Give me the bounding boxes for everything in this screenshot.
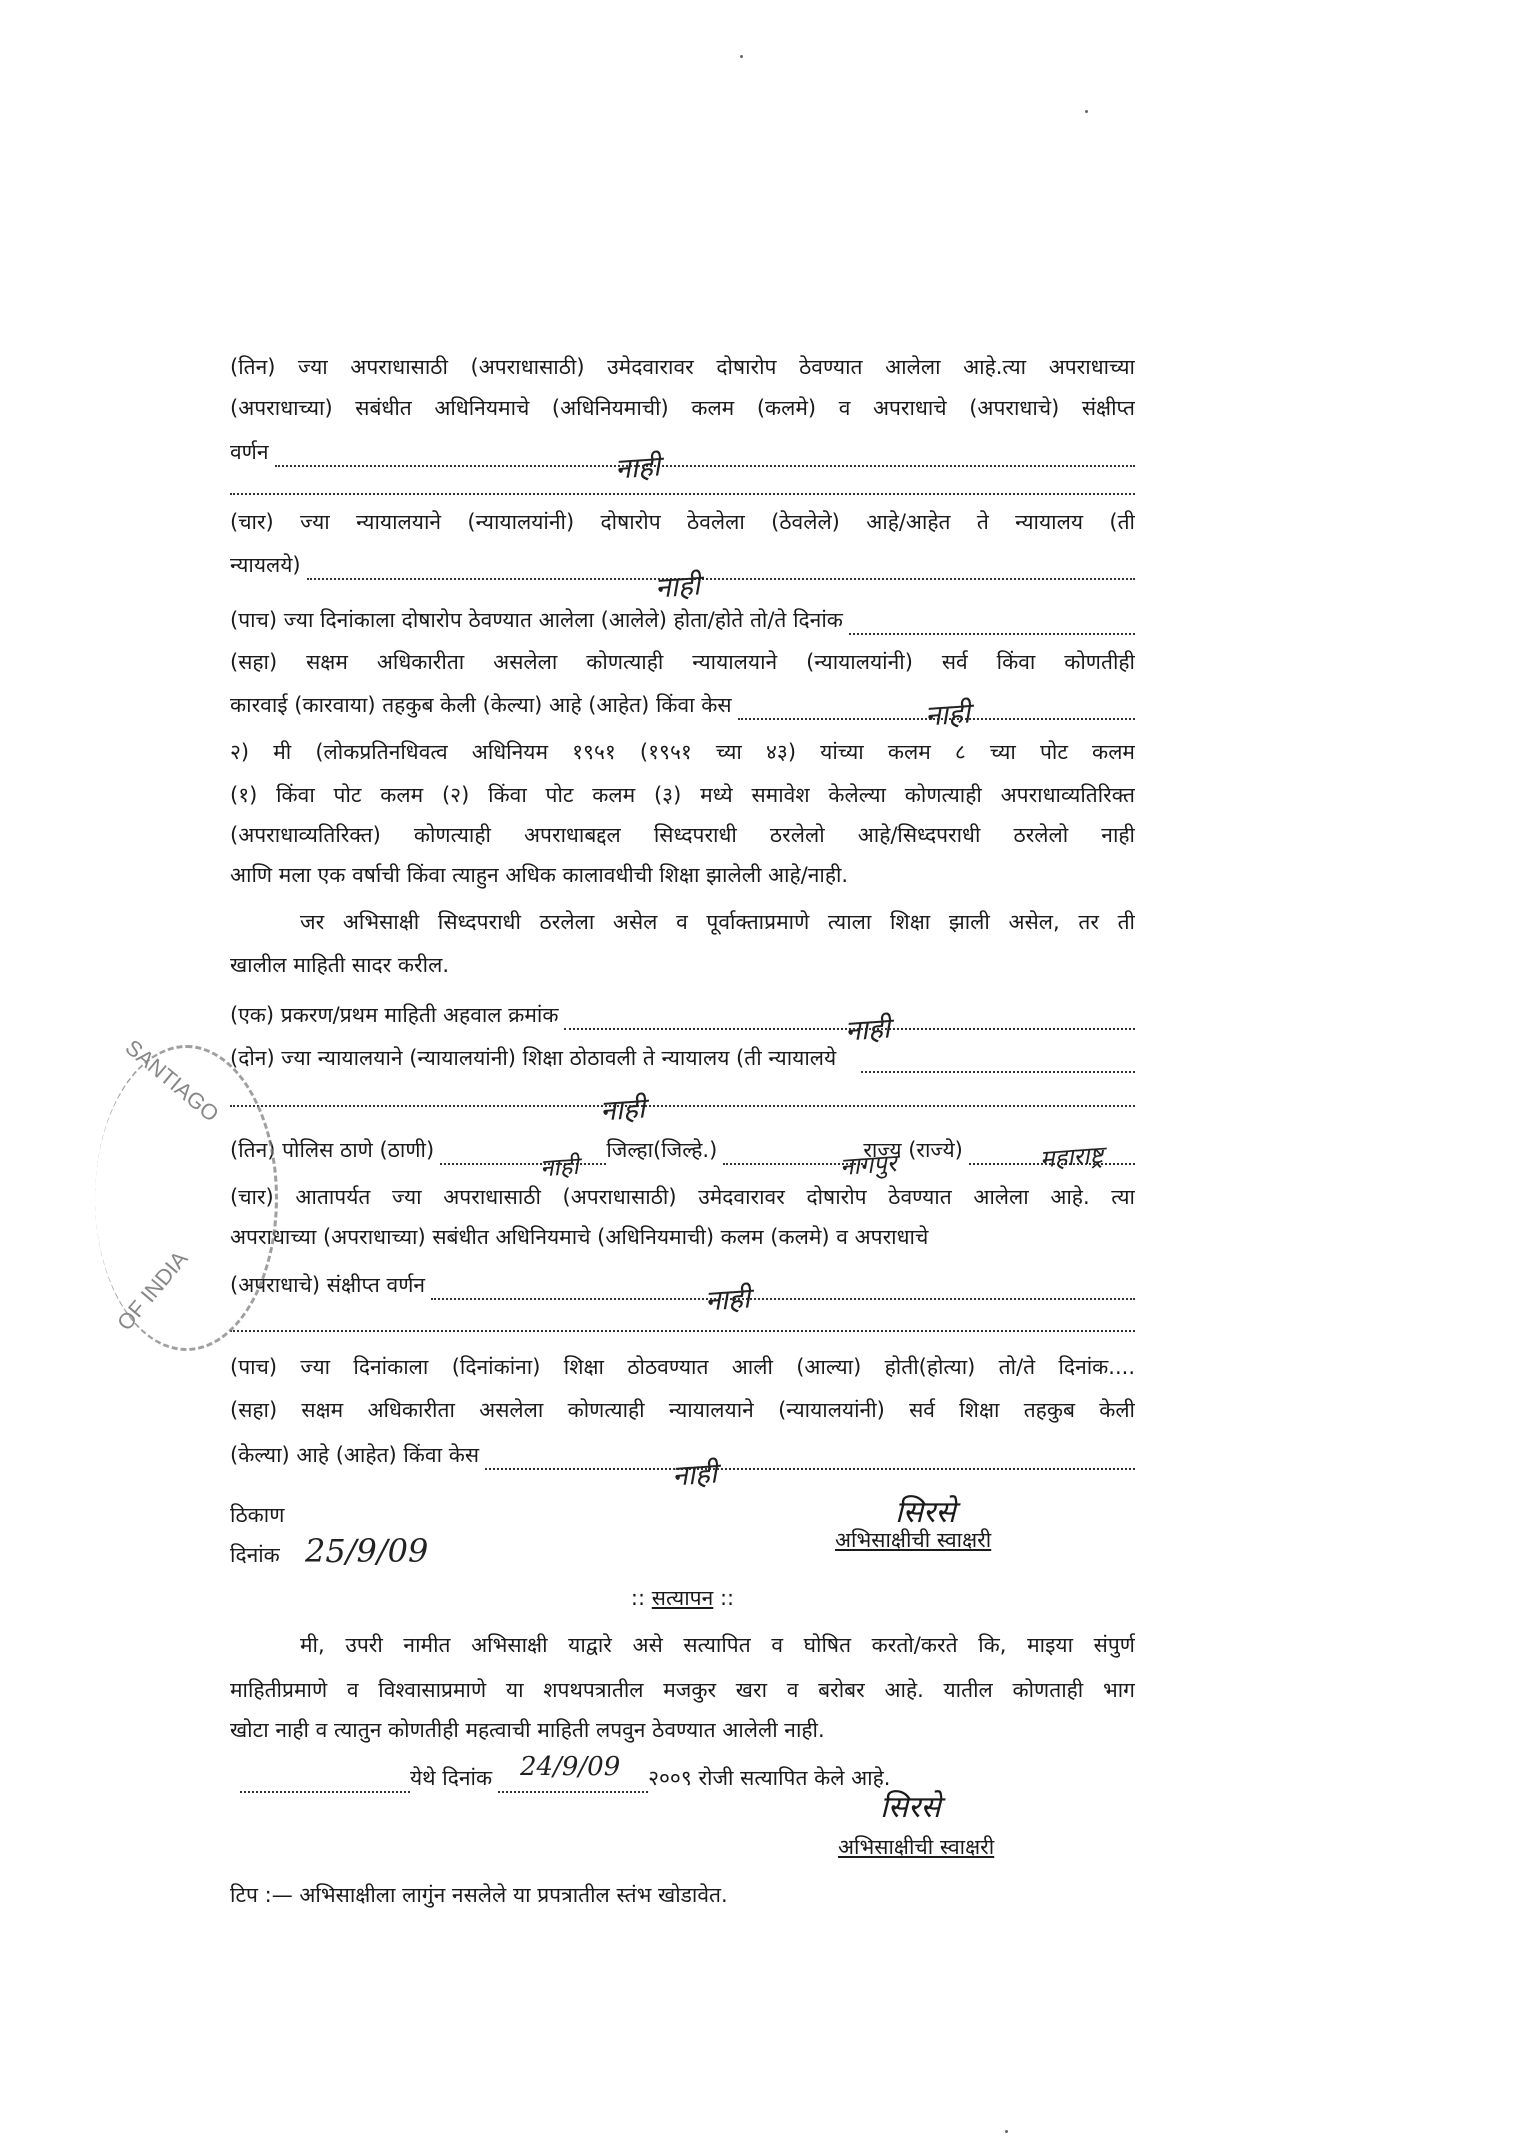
verification-line-3: खोटा नाही व त्यातुन कोणतीही महत्वाची माहिती लपवुन ठेवण्यात आलेली नाही.	[230, 1718, 825, 1742]
para-2-line-2: (१) किंवा पोट कलम (२) किंवा पोट कलम (३) मध्ये समावेश केलेल्या कोणत्याही अपराधाव्यतिरिक्त	[230, 783, 1135, 807]
item-3-line-1: (तिन) ज्या अपराधासाठी (अपराधासाठी) उमेदवारावर दोषारोप ठेवण्यात आलेला आहे.त्या अपराधाच्या	[230, 355, 1135, 379]
answer-field[interactable]	[485, 1448, 1135, 1470]
handwritten-answer: नाही	[653, 568, 702, 605]
answer-field[interactable]	[431, 1278, 1135, 1300]
label: न्यायलये)	[230, 553, 301, 577]
label: (पाच) ज्या दिनांकाला दोषारोप ठेवण्यात आलेला (आलेले) होता/होते तो/ते दिनांक	[230, 608, 843, 632]
para-3-line-2: खालील माहिती सादर करील.	[230, 953, 449, 977]
item-6-line-2	[230, 690, 1135, 720]
note: टिप :— अभिसाक्षीला लागुंन नसलेले या प्रपत्रातील स्तंभ खोडावेत.	[230, 1883, 728, 1907]
place-prefix: येथे दिनांक	[410, 1766, 493, 1790]
state-label: राज्य (राज्ये)	[863, 1138, 963, 1162]
police-station-field[interactable]	[440, 1143, 606, 1165]
handwritten-date: 25/9/09	[305, 1532, 429, 1570]
conv-item-4-line-1: (चार) आतापर्यत ज्या अपराधासाठी (अपराधासाठी) उमेदवारावर दोषारोप ठेवण्यात आलेला आहे. त्या	[230, 1185, 1135, 1209]
item-4-line-1: (चार) ज्या न्यायालयाने (न्यायालयांनी) दोषारोप ठेवलेला (ठेवलेले) आहे/आहेत ते न्यायालय (ती	[230, 510, 1135, 534]
conv-item-1	[230, 1000, 1135, 1030]
stamp-text-bottom: OF INDIA	[112, 1246, 193, 1336]
handwritten-answer: नाही	[923, 696, 972, 733]
title-suffix: ::	[719, 1586, 735, 1610]
label: (केल्या) आहे (आहेत) किंवा केस	[230, 1443, 480, 1467]
para-2-line-1: २) मी (लोकप्रतिनधिवत्व अधिनियम १९५१ (१९५१ च्या ४३) यांच्या कलम ८ च्या पोट कलम	[230, 740, 1135, 764]
scan-speck	[1085, 110, 1088, 113]
item-5	[230, 605, 1135, 635]
place-label: ठिकाण	[230, 1503, 285, 1527]
verification-line-1: मी, उपरी नामीत अभिसाक्षी याद्वारे असे सत्यापित व घोषित करतो/करते कि, माइया संपुर्ण	[300, 1633, 1135, 1657]
verification-place-date	[230, 1763, 1135, 1793]
label: वर्णन	[230, 440, 269, 464]
answer-field[interactable]	[849, 613, 1135, 635]
verification-line-2: माहितीप्रमाणे व विश्वासाप्रमाणे या शपथपत्रातील मजकुर खरा व बरोबर आहे. यातील कोणताही भाग	[230, 1678, 1135, 1702]
handwritten-state: महाराष्ट्र	[1039, 1140, 1105, 1174]
handwritten-verification-date: 24/9/09	[520, 1752, 621, 1782]
scan-speck	[740, 55, 743, 58]
dotted-line	[230, 473, 1135, 495]
conv-item-3	[230, 1135, 1135, 1165]
title-text: सत्यापन	[651, 1586, 714, 1610]
item-6-line-1: (सहा) सक्षम अधिकारीता असलेला कोणत्याही न्यायालयाने (न्यायालयांनी) सर्व किंवा कोणतीही	[230, 650, 1135, 674]
item-3-line-3	[230, 437, 1135, 467]
signature: सिरसे	[895, 1495, 956, 1530]
notary-stamp	[95, 1034, 278, 1351]
signature-label: अभिसाक्षीची स्वाक्षरी	[835, 1528, 992, 1552]
verification-signature: सिरसे	[880, 1790, 941, 1825]
para-2-line-4: आणि मला एक वर्षाची किंवा त्याहुन अधिक कालावधीची शिक्षा झालेली आहे/नाही.	[230, 863, 849, 887]
handwritten-district: नागपुर	[839, 1149, 898, 1181]
dotted-line	[230, 1085, 1135, 1107]
verification-title	[230, 1583, 1135, 1613]
label: (दोन) ज्या न्यायालयाने (न्यायालयांनी) शिक्षा ठोठावली ते न्यायालय (ती न्यायालये	[230, 1046, 837, 1070]
answer-field[interactable]	[230, 473, 1135, 495]
police-station-label: (तिन) पोलिस ठाणे (ठाणी)	[230, 1138, 435, 1162]
verification-signature-label: अभिसाक्षीची स्वाक्षरी	[838, 1835, 995, 1859]
handwritten-answer: नाही	[613, 449, 662, 486]
dotted-line	[230, 1310, 1135, 1332]
conv-item-6-line-1: (सहा) सक्षम अधिकारीता असलेला कोणत्याही न्यायालयाने (न्यायालयांनी) सर्व शिक्षा तहकुब केली	[230, 1398, 1135, 1422]
label: कारवाई (कारवाया) तहकुब केली (केल्या) आहे (आहेत) किंवा केस	[230, 693, 732, 717]
handwritten-answer: नाही	[598, 1091, 647, 1128]
para-3-line-1: जर अभिसाक्षी सिध्दपराधी ठरलेला असेल व पूर्वाक्ताप्रमाणे त्याला शिक्षा झाली असेल, तर ती	[300, 910, 1135, 934]
stamp-text-top: SANTIAGO	[120, 1034, 224, 1127]
item-3-line-2: (अपराधाच्या) सबंधीत अधिनियमाचे (अधिनियमाची) कलम (कलमे) व अपराधाचे (अपराधाचे) संक्षीप्त	[230, 396, 1135, 420]
answer-field[interactable]	[230, 1085, 1135, 1107]
handwritten-police-station: नाही	[539, 1151, 580, 1183]
date-label: दिनांक	[230, 1543, 280, 1567]
handwritten-answer: नाही	[843, 1011, 892, 1048]
scan-speck	[1005, 2130, 1008, 2133]
label: (अपराधाचे) संक्षीप्त वर्णन	[230, 1273, 426, 1297]
answer-field[interactable]	[861, 1051, 1135, 1073]
answer-field[interactable]	[275, 445, 1135, 467]
conv-item-2	[230, 1043, 1135, 1073]
conv-item-5: (पाच) ज्या दिनांकाला (दिनांकांना) शिक्षा ठोठवण्यात आली (आल्या) होती(होत्या) तो/ते दिनांक....	[230, 1355, 1135, 1379]
handwritten-answer: नाही	[670, 1456, 719, 1493]
place-field[interactable]	[240, 1771, 410, 1793]
label: (एक) प्रकरण/प्रथम माहिती अहवाल क्रमांक	[230, 1003, 559, 1027]
para-2-line-3: (अपराधाव्यतिरिक्त) कोणत्याही अपराधाबद्दल सिध्दपराधी ठरलेलो आहे/सिध्दपराधी ठरलेलो नाही	[230, 823, 1135, 847]
conv-item-4-line-3	[230, 1270, 1135, 1300]
answer-field[interactable]	[230, 1310, 1135, 1332]
conv-item-4-line-2: अपराधाच्या (अपराधाच्या) सबंधीत अधिनियमाचे (अधिनियमाची) कलम (कलमे) व अपराधाचे	[230, 1225, 929, 1249]
handwritten-answer: नाही	[703, 1281, 752, 1318]
answer-field[interactable]	[307, 558, 1135, 580]
district-label: जिल्हा(जिल्हे.)	[606, 1138, 718, 1162]
date-suffix: २००९ रोजी सत्यापित केले आहे.	[648, 1766, 891, 1790]
title-prefix: ::	[630, 1586, 646, 1610]
